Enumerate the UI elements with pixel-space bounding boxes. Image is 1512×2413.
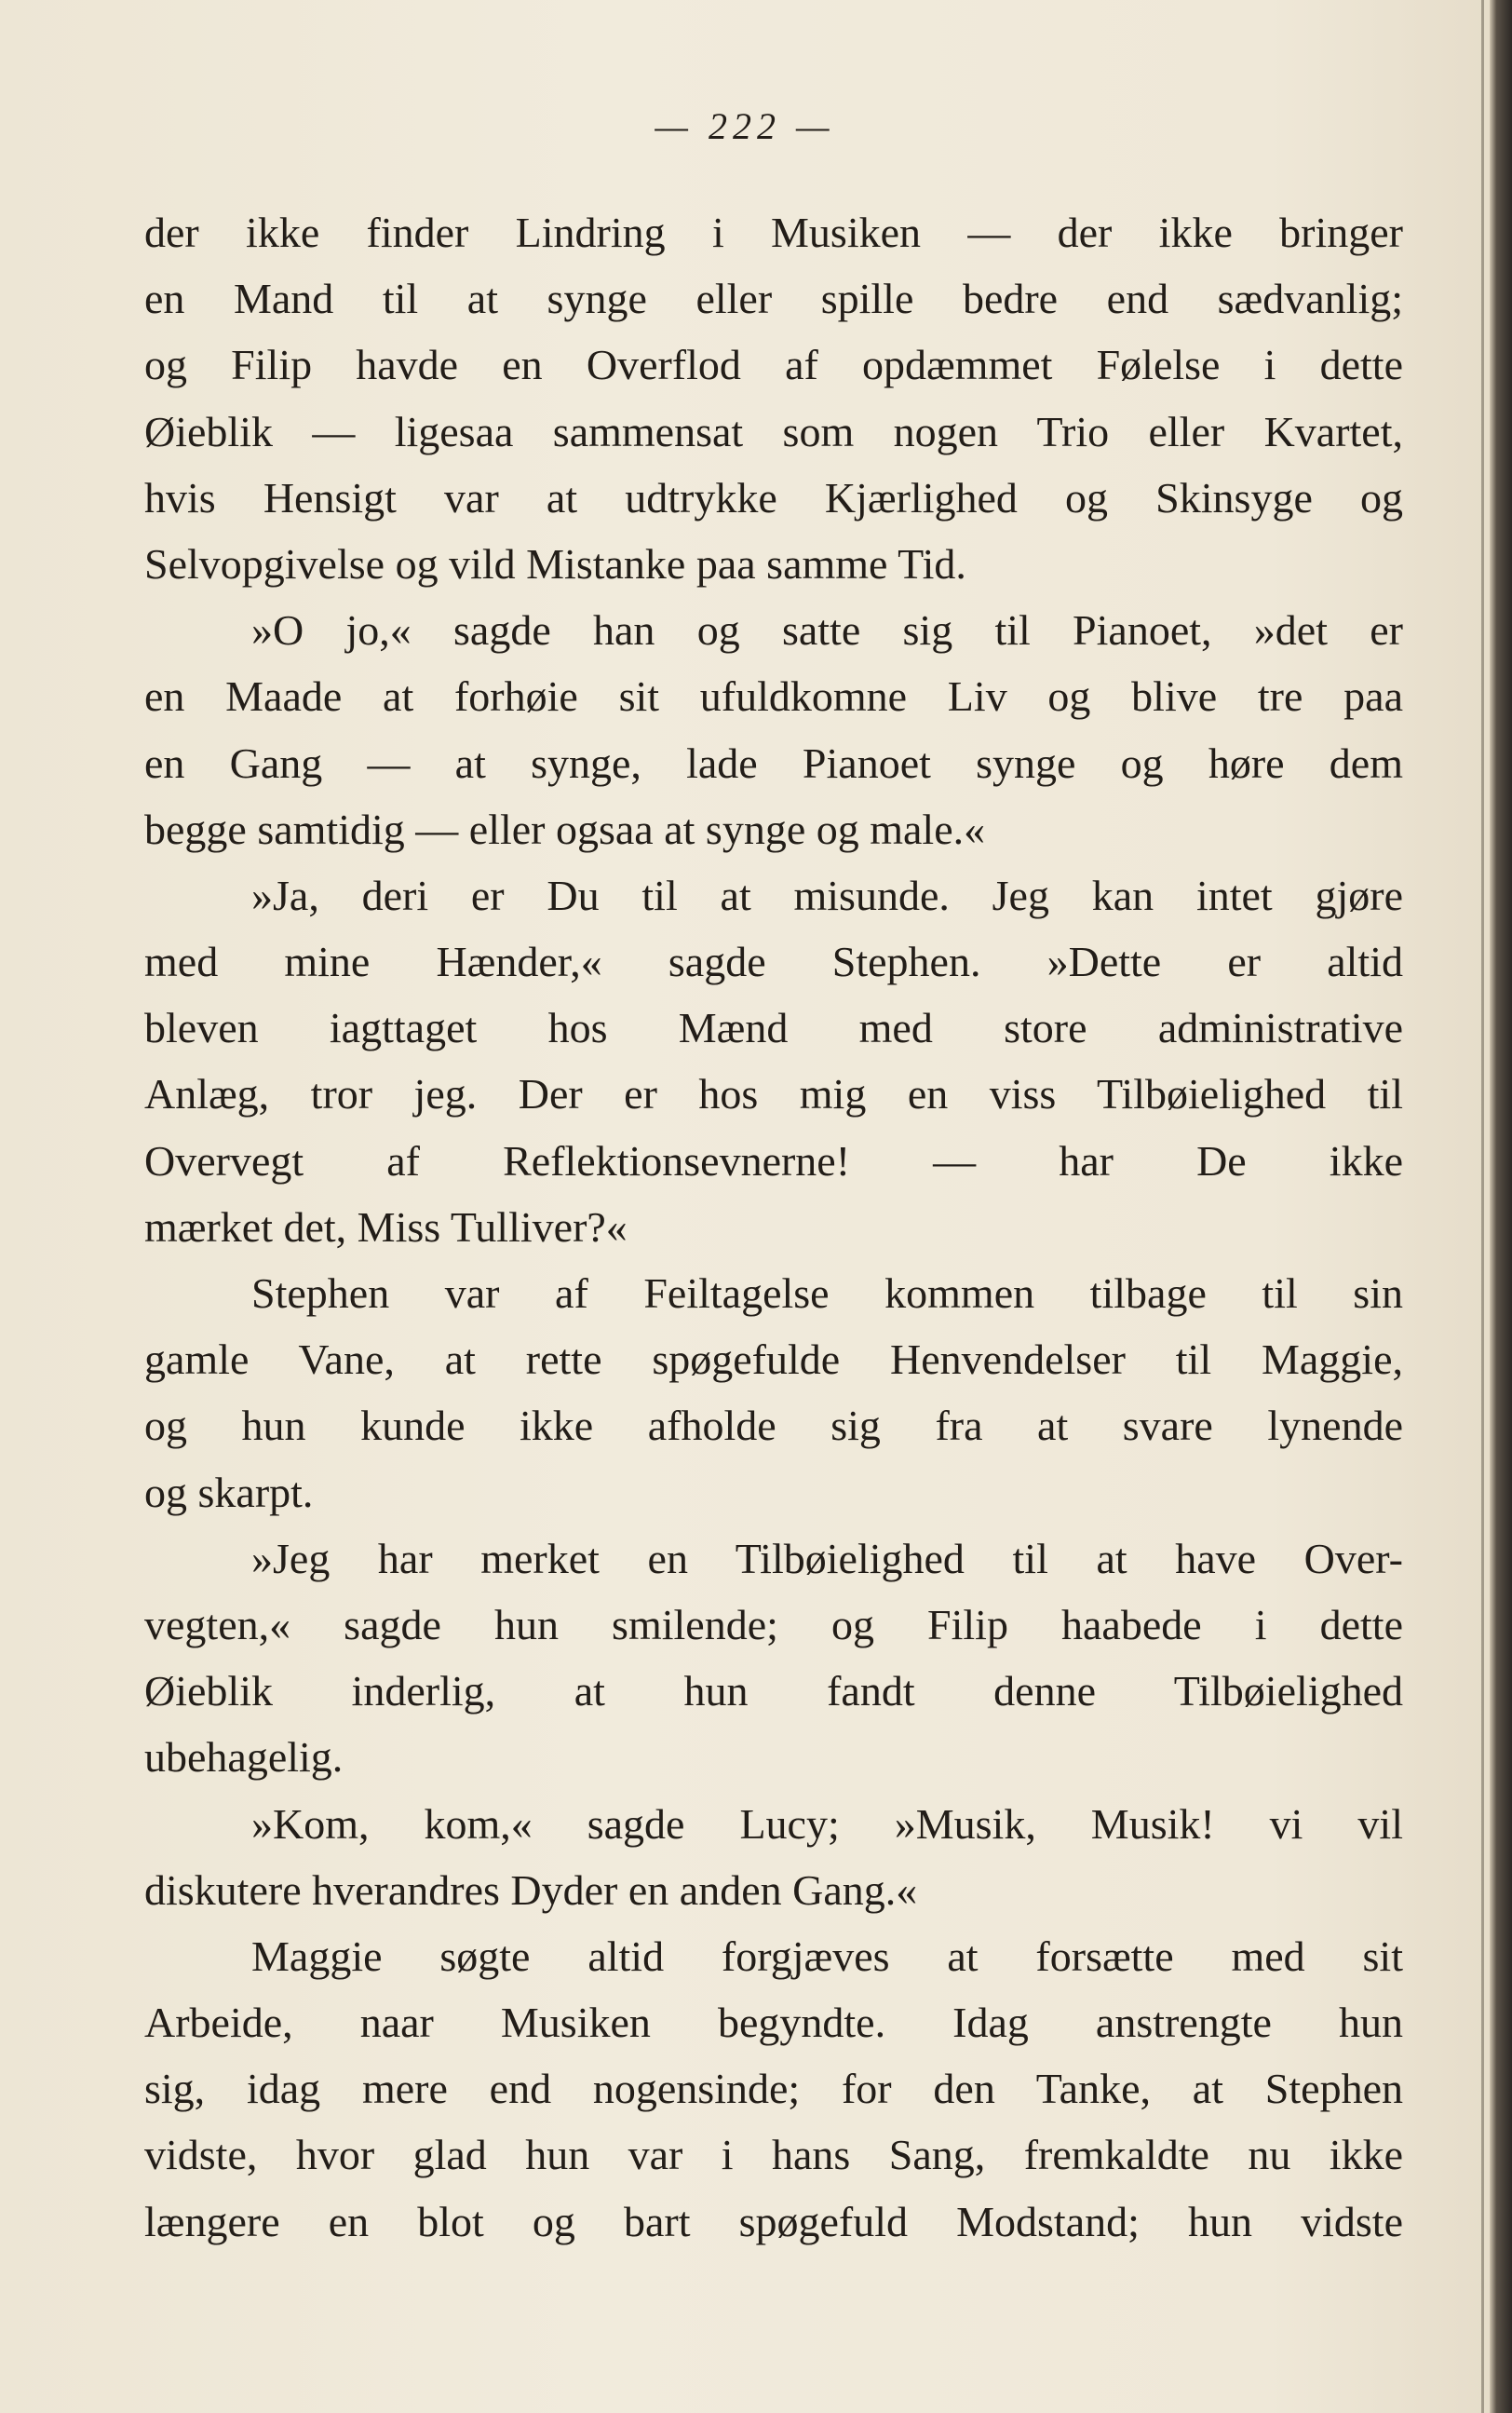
text-line: og Filip havde en Overflod af opdæmmet Følelse i dette <box>144 341 1403 389</box>
page-fold-line <box>1481 0 1484 2413</box>
text-line: længere en blot og bart spøgefuld Modstand; hun vidste <box>144 2197 1403 2245</box>
text-line: der ikke finder Lindring i Musiken — der ikke bringer <box>144 209 1403 256</box>
text-line: en Mand til at synge eller spille bedre end sædvanlig; <box>144 275 1403 323</box>
page-number: — 222 — <box>655 105 835 147</box>
text-line: sig, idag mere end nogensinde; for den Tanke, at Stephen <box>144 2065 1403 2113</box>
text-line: en Gang — at synge, lade Pianoet synge og høre dem <box>144 739 1403 787</box>
text-line: diskutere hverandres Dyder en anden Gang.« <box>144 1865 918 1914</box>
text-line: Øieblik inderlig, at hun fandt denne Tilbøielighed <box>144 1667 1403 1715</box>
text-line: begge samtidig — eller ogsaa at synge og male.« <box>144 805 986 853</box>
body-text <box>144 199 1403 2255</box>
text-line: hvis Hensigt var at udtrykke Kjærlighed og Skinsyge og <box>144 473 1403 522</box>
text-line: Øieblik — ligesaa sammensat som nogen Trio eller Kvartet, <box>144 407 1403 455</box>
text-line: bleven iagttaget hos Mænd med store administrative <box>144 1004 1403 1052</box>
text-line: »O jo,« sagde han og satte sig til Pianoet, »det er <box>251 606 1403 655</box>
text-line: Maggie søgte altid forgjæves at forsætte med sit <box>251 1932 1403 1980</box>
text-line: »Ja, deri er Du til at misunde. Jeg kan intet gjøre <box>251 871 1403 919</box>
text-line: vegten,« sagde hun smilende; og Filip haabede i dette <box>144 1600 1403 1648</box>
text-line: »Kom, kom,« sagde Lucy; »Musik, Musik! vi vil <box>251 1799 1403 1848</box>
text-line: mærket det, Miss Tulliver?« <box>144 1202 628 1251</box>
text-line: og skarpt. <box>144 1468 314 1516</box>
text-line: med mine Hænder,« sagde Stephen. »Dette er altid <box>144 938 1403 986</box>
text-line: Arbeide, naar Musiken begyndte. Idag anstrengte hun <box>144 1999 1403 2047</box>
text-line: Stephen var af Feiltagelse kommen tilbage til sin <box>251 1269 1403 1317</box>
text-line: ubehagelig. <box>144 1733 344 1782</box>
text-line: Selvopgivelse og vild Mistanke paa samme Tid. <box>144 539 966 588</box>
text-line: Overvegt af Reflektionsevnerne! — har De ikke <box>144 1136 1403 1185</box>
text-line: en Maade at forhøie sit ufuldkomne Liv og blive tre paa <box>144 672 1403 721</box>
text-line: vidste, hvor glad hun var i hans Sang, fremkaldte nu ikke <box>144 2131 1403 2179</box>
text-line: gamle Vane, at rette spøgefulde Henvendelser til Maggie, <box>144 1335 1403 1384</box>
text-line: Anlæg, tror jeg. Der er hos mig en viss Tilbøielighed til <box>144 1070 1403 1118</box>
page-edge-shadow <box>1490 0 1512 2413</box>
text-line: »Jeg har merket en Tilbøielighed til at have Over- <box>251 1534 1403 1582</box>
text-line: og hun kunde ikke afholde sig fra at svare lynende <box>144 1402 1403 1450</box>
